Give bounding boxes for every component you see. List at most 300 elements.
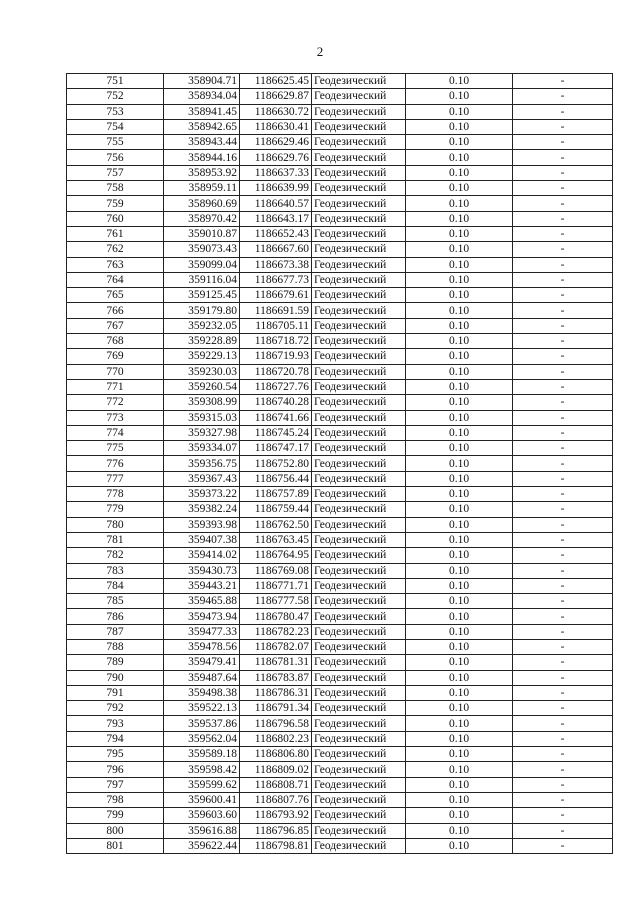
point-number-cell: 769 (67, 349, 164, 364)
description-cell: - (513, 685, 613, 700)
point-number-cell: 754 (67, 119, 164, 134)
x-coordinate-cell: 359308.99 (164, 395, 240, 410)
table-row (67, 364, 613, 379)
table-row (67, 89, 613, 104)
table-row (67, 318, 613, 333)
method-cell: Геодезический (312, 624, 406, 639)
table-row (67, 303, 613, 318)
method-cell: Геодезический (312, 303, 406, 318)
precision-cell: 0.10 (406, 487, 513, 502)
coordinates-table (66, 73, 613, 854)
y-coordinate-cell: 1186629.76 (240, 150, 312, 165)
table-row (67, 211, 613, 226)
method-cell: Геодезический (312, 502, 406, 517)
method-cell: Геодезический (312, 655, 406, 670)
method-cell: Геодезический (312, 701, 406, 716)
y-coordinate-cell: 1186719.93 (240, 349, 312, 364)
method-cell: Геодезический (312, 410, 406, 425)
description-cell: - (513, 563, 613, 578)
method-cell: Геодезический (312, 364, 406, 379)
description-cell: - (513, 471, 613, 486)
point-number-cell: 795 (67, 747, 164, 762)
x-coordinate-cell: 359522.13 (164, 701, 240, 716)
y-coordinate-cell: 1186667.60 (240, 242, 312, 257)
description-cell: - (513, 502, 613, 517)
precision-cell: 0.10 (406, 226, 513, 241)
y-coordinate-cell: 1186679.61 (240, 288, 312, 303)
description-cell: - (513, 104, 613, 119)
description-cell: - (513, 624, 613, 639)
precision-cell: 0.10 (406, 211, 513, 226)
table-row (67, 502, 613, 517)
description-cell: - (513, 89, 613, 104)
y-coordinate-cell: 1186691.59 (240, 303, 312, 318)
description-cell: - (513, 211, 613, 226)
precision-cell: 0.10 (406, 792, 513, 807)
table-row (67, 410, 613, 425)
precision-cell: 0.10 (406, 731, 513, 746)
point-number-cell: 789 (67, 655, 164, 670)
y-coordinate-cell: 1186793.92 (240, 808, 312, 823)
description-cell: - (513, 74, 613, 89)
point-number-cell: 758 (67, 181, 164, 196)
table-row (67, 762, 613, 777)
point-number-cell: 771 (67, 379, 164, 394)
method-cell: Геодезический (312, 456, 406, 471)
point-number-cell: 799 (67, 808, 164, 823)
y-coordinate-cell: 1186777.58 (240, 594, 312, 609)
description-cell: - (513, 395, 613, 410)
precision-cell: 0.10 (406, 639, 513, 654)
method-cell: Геодезический (312, 135, 406, 150)
table-row (67, 74, 613, 89)
precision-cell: 0.10 (406, 563, 513, 578)
precision-cell: 0.10 (406, 165, 513, 180)
precision-cell: 0.10 (406, 594, 513, 609)
precision-cell: 0.10 (406, 517, 513, 532)
precision-cell: 0.10 (406, 823, 513, 838)
point-number-cell: 766 (67, 303, 164, 318)
point-number-cell: 800 (67, 823, 164, 838)
method-cell: Геодезический (312, 731, 406, 746)
y-coordinate-cell: 1186763.45 (240, 532, 312, 547)
description-cell: - (513, 119, 613, 134)
description-cell: - (513, 334, 613, 349)
method-cell: Геодезический (312, 425, 406, 440)
precision-cell: 0.10 (406, 655, 513, 670)
x-coordinate-cell: 359443.21 (164, 578, 240, 593)
x-coordinate-cell: 359230.03 (164, 364, 240, 379)
table-row (67, 471, 613, 486)
description-cell: - (513, 838, 613, 853)
method-cell: Геодезический (312, 318, 406, 333)
precision-cell: 0.10 (406, 395, 513, 410)
precision-cell: 0.10 (406, 196, 513, 211)
point-number-cell: 776 (67, 456, 164, 471)
method-cell: Геодезический (312, 563, 406, 578)
description-cell: - (513, 655, 613, 670)
x-coordinate-cell: 358944.16 (164, 150, 240, 165)
description-cell: - (513, 532, 613, 547)
description-cell: - (513, 425, 613, 440)
description-cell: - (513, 135, 613, 150)
precision-cell: 0.10 (406, 349, 513, 364)
y-coordinate-cell: 1186782.07 (240, 639, 312, 654)
method-cell: Геодезический (312, 379, 406, 394)
point-number-cell: 796 (67, 762, 164, 777)
point-number-cell: 756 (67, 150, 164, 165)
point-number-cell: 786 (67, 609, 164, 624)
point-number-cell: 768 (67, 334, 164, 349)
description-cell: - (513, 379, 613, 394)
description-cell: - (513, 716, 613, 731)
table-row (67, 379, 613, 394)
point-number-cell: 772 (67, 395, 164, 410)
precision-cell: 0.10 (406, 150, 513, 165)
x-coordinate-cell: 358904.71 (164, 74, 240, 89)
point-number-cell: 770 (67, 364, 164, 379)
description-cell: - (513, 226, 613, 241)
precision-cell: 0.10 (406, 288, 513, 303)
point-number-cell: 792 (67, 701, 164, 716)
precision-cell: 0.10 (406, 318, 513, 333)
point-number-cell: 757 (67, 165, 164, 180)
table-row (67, 639, 613, 654)
x-coordinate-cell: 359589.18 (164, 747, 240, 762)
x-coordinate-cell: 358942.65 (164, 119, 240, 134)
x-coordinate-cell: 359537.86 (164, 716, 240, 731)
x-coordinate-cell: 359487.64 (164, 670, 240, 685)
y-coordinate-cell: 1186629.87 (240, 89, 312, 104)
table-row (67, 578, 613, 593)
table-row (67, 838, 613, 853)
precision-cell: 0.10 (406, 747, 513, 762)
y-coordinate-cell: 1186782.23 (240, 624, 312, 639)
x-coordinate-cell: 359479.41 (164, 655, 240, 670)
point-number-cell: 779 (67, 502, 164, 517)
y-coordinate-cell: 1186807.76 (240, 792, 312, 807)
x-coordinate-cell: 359232.05 (164, 318, 240, 333)
x-coordinate-cell: 359356.75 (164, 456, 240, 471)
y-coordinate-cell: 1186791.34 (240, 701, 312, 716)
x-coordinate-cell: 359179.80 (164, 303, 240, 318)
point-number-cell: 763 (67, 257, 164, 272)
point-number-cell: 793 (67, 716, 164, 731)
x-coordinate-cell: 359010.87 (164, 226, 240, 241)
method-cell: Геодезический (312, 532, 406, 547)
precision-cell: 0.10 (406, 762, 513, 777)
method-cell: Геодезический (312, 349, 406, 364)
method-cell: Геодезический (312, 716, 406, 731)
precision-cell: 0.10 (406, 548, 513, 563)
point-number-cell: 753 (67, 104, 164, 119)
y-coordinate-cell: 1186783.87 (240, 670, 312, 685)
table-row (67, 181, 613, 196)
table-row (67, 150, 613, 165)
method-cell: Геодезический (312, 334, 406, 349)
description-cell: - (513, 441, 613, 456)
precision-cell: 0.10 (406, 74, 513, 89)
y-coordinate-cell: 1186630.41 (240, 119, 312, 134)
x-coordinate-cell: 358943.44 (164, 135, 240, 150)
y-coordinate-cell: 1186637.33 (240, 165, 312, 180)
table-row (67, 701, 613, 716)
point-number-cell: 778 (67, 487, 164, 502)
y-coordinate-cell: 1186677.73 (240, 272, 312, 287)
y-coordinate-cell: 1186727.76 (240, 379, 312, 394)
precision-cell: 0.10 (406, 716, 513, 731)
method-cell: Геодезический (312, 517, 406, 532)
y-coordinate-cell: 1186756.44 (240, 471, 312, 486)
y-coordinate-cell: 1186705.11 (240, 318, 312, 333)
table-row (67, 288, 613, 303)
precision-cell: 0.10 (406, 578, 513, 593)
method-cell: Геодезический (312, 777, 406, 792)
precision-cell: 0.10 (406, 135, 513, 150)
description-cell: - (513, 808, 613, 823)
point-number-cell: 777 (67, 471, 164, 486)
table-row (67, 119, 613, 134)
method-cell: Геодезический (312, 471, 406, 486)
precision-cell: 0.10 (406, 89, 513, 104)
x-coordinate-cell: 359598.42 (164, 762, 240, 777)
point-number-cell: 759 (67, 196, 164, 211)
point-number-cell: 788 (67, 639, 164, 654)
y-coordinate-cell: 1186745.24 (240, 425, 312, 440)
x-coordinate-cell: 359600.41 (164, 792, 240, 807)
precision-cell: 0.10 (406, 532, 513, 547)
table-row (67, 792, 613, 807)
table-row (67, 272, 613, 287)
description-cell: - (513, 823, 613, 838)
method-cell: Геодезический (312, 104, 406, 119)
method-cell: Геодезический (312, 685, 406, 700)
x-coordinate-cell: 358934.04 (164, 89, 240, 104)
method-cell: Геодезический (312, 150, 406, 165)
x-coordinate-cell: 359616.88 (164, 823, 240, 838)
method-cell: Геодезический (312, 670, 406, 685)
point-number-cell: 798 (67, 792, 164, 807)
method-cell: Геодезический (312, 119, 406, 134)
description-cell: - (513, 196, 613, 211)
x-coordinate-cell: 358941.45 (164, 104, 240, 119)
precision-cell: 0.10 (406, 838, 513, 853)
x-coordinate-cell: 359622.44 (164, 838, 240, 853)
table-row (67, 487, 613, 502)
y-coordinate-cell: 1186673.38 (240, 257, 312, 272)
description-cell: - (513, 762, 613, 777)
precision-cell: 0.10 (406, 609, 513, 624)
y-coordinate-cell: 1186786.31 (240, 685, 312, 700)
table-row (67, 242, 613, 257)
precision-cell: 0.10 (406, 364, 513, 379)
method-cell: Геодезический (312, 395, 406, 410)
description-cell: - (513, 487, 613, 502)
x-coordinate-cell: 359393.98 (164, 517, 240, 532)
x-coordinate-cell: 359498.38 (164, 685, 240, 700)
x-coordinate-cell: 359367.43 (164, 471, 240, 486)
method-cell: Геодезический (312, 487, 406, 502)
x-coordinate-cell: 359334.07 (164, 441, 240, 456)
point-number-cell: 767 (67, 318, 164, 333)
table-row (67, 196, 613, 211)
point-number-cell: 773 (67, 410, 164, 425)
x-coordinate-cell: 358953.92 (164, 165, 240, 180)
description-cell: - (513, 364, 613, 379)
table-row (67, 670, 613, 685)
description-cell: - (513, 792, 613, 807)
x-coordinate-cell: 359382.24 (164, 502, 240, 517)
y-coordinate-cell: 1186762.50 (240, 517, 312, 532)
description-cell: - (513, 777, 613, 792)
method-cell: Геодезический (312, 823, 406, 838)
y-coordinate-cell: 1186809.02 (240, 762, 312, 777)
precision-cell: 0.10 (406, 181, 513, 196)
y-coordinate-cell: 1186796.85 (240, 823, 312, 838)
description-cell: - (513, 670, 613, 685)
precision-cell: 0.10 (406, 808, 513, 823)
precision-cell: 0.10 (406, 334, 513, 349)
method-cell: Геодезический (312, 639, 406, 654)
precision-cell: 0.10 (406, 471, 513, 486)
point-number-cell: 764 (67, 272, 164, 287)
method-cell: Геодезический (312, 272, 406, 287)
x-coordinate-cell: 359430.73 (164, 563, 240, 578)
x-coordinate-cell: 359373.22 (164, 487, 240, 502)
description-cell: - (513, 257, 613, 272)
table-row (67, 548, 613, 563)
description-cell: - (513, 639, 613, 654)
x-coordinate-cell: 359099.04 (164, 257, 240, 272)
precision-cell: 0.10 (406, 242, 513, 257)
table-row (67, 563, 613, 578)
description-cell: - (513, 318, 613, 333)
y-coordinate-cell: 1186757.89 (240, 487, 312, 502)
description-cell: - (513, 594, 613, 609)
point-number-cell: 780 (67, 517, 164, 532)
method-cell: Геодезический (312, 762, 406, 777)
method-cell: Геодезический (312, 74, 406, 89)
table-row (67, 456, 613, 471)
point-number-cell: 801 (67, 838, 164, 853)
y-coordinate-cell: 1186759.44 (240, 502, 312, 517)
point-number-cell: 752 (67, 89, 164, 104)
precision-cell: 0.10 (406, 257, 513, 272)
table-row (67, 349, 613, 364)
point-number-cell: 762 (67, 242, 164, 257)
method-cell: Геодезический (312, 792, 406, 807)
method-cell: Геодезический (312, 288, 406, 303)
description-cell: - (513, 242, 613, 257)
table-row (67, 808, 613, 823)
x-coordinate-cell: 359603.60 (164, 808, 240, 823)
x-coordinate-cell: 359315.03 (164, 410, 240, 425)
y-coordinate-cell: 1186718.72 (240, 334, 312, 349)
point-number-cell: 774 (67, 425, 164, 440)
method-cell: Геодезический (312, 196, 406, 211)
description-cell: - (513, 410, 613, 425)
y-coordinate-cell: 1186740.28 (240, 395, 312, 410)
point-number-cell: 751 (67, 74, 164, 89)
x-coordinate-cell: 358970.42 (164, 211, 240, 226)
method-cell: Геодезический (312, 165, 406, 180)
point-number-cell: 787 (67, 624, 164, 639)
precision-cell: 0.10 (406, 685, 513, 700)
y-coordinate-cell: 1186747.17 (240, 441, 312, 456)
precision-cell: 0.10 (406, 379, 513, 394)
table-row (67, 777, 613, 792)
precision-cell: 0.10 (406, 456, 513, 471)
y-coordinate-cell: 1186752.80 (240, 456, 312, 471)
x-coordinate-cell: 358959.11 (164, 181, 240, 196)
point-number-cell: 755 (67, 135, 164, 150)
table-row (67, 624, 613, 639)
table-row (67, 747, 613, 762)
precision-cell: 0.10 (406, 303, 513, 318)
description-cell: - (513, 578, 613, 593)
description-cell: - (513, 731, 613, 746)
table-row (67, 655, 613, 670)
table-row (67, 532, 613, 547)
x-coordinate-cell: 359327.98 (164, 425, 240, 440)
precision-cell: 0.10 (406, 441, 513, 456)
x-coordinate-cell: 359125.45 (164, 288, 240, 303)
description-cell: - (513, 349, 613, 364)
y-coordinate-cell: 1186625.45 (240, 74, 312, 89)
table-row (67, 685, 613, 700)
description-cell: - (513, 181, 613, 196)
precision-cell: 0.10 (406, 272, 513, 287)
table-row (67, 165, 613, 180)
precision-cell: 0.10 (406, 624, 513, 639)
method-cell: Геодезический (312, 257, 406, 272)
table-row (67, 257, 613, 272)
y-coordinate-cell: 1186780.47 (240, 609, 312, 624)
y-coordinate-cell: 1186796.58 (240, 716, 312, 731)
precision-cell: 0.10 (406, 104, 513, 119)
point-number-cell: 760 (67, 211, 164, 226)
point-number-cell: 761 (67, 226, 164, 241)
table-row (67, 609, 613, 624)
table-row (67, 334, 613, 349)
description-cell: - (513, 609, 613, 624)
point-number-cell: 775 (67, 441, 164, 456)
method-cell: Геодезический (312, 441, 406, 456)
x-coordinate-cell: 359228.89 (164, 334, 240, 349)
precision-cell: 0.10 (406, 777, 513, 792)
table-row (67, 594, 613, 609)
y-coordinate-cell: 1186741.66 (240, 410, 312, 425)
precision-cell: 0.10 (406, 119, 513, 134)
table-row (67, 395, 613, 410)
y-coordinate-cell: 1186639.99 (240, 181, 312, 196)
method-cell: Геодезический (312, 181, 406, 196)
description-cell: - (513, 303, 613, 318)
y-coordinate-cell: 1186640.57 (240, 196, 312, 211)
table-row (67, 226, 613, 241)
precision-cell: 0.10 (406, 410, 513, 425)
point-number-cell: 797 (67, 777, 164, 792)
precision-cell: 0.10 (406, 701, 513, 716)
y-coordinate-cell: 1186769.08 (240, 563, 312, 578)
description-cell: - (513, 517, 613, 532)
x-coordinate-cell: 359562.04 (164, 731, 240, 746)
x-coordinate-cell: 358960.69 (164, 196, 240, 211)
description-cell: - (513, 150, 613, 165)
y-coordinate-cell: 1186798.81 (240, 838, 312, 853)
method-cell: Геодезический (312, 211, 406, 226)
x-coordinate-cell: 359229.13 (164, 349, 240, 364)
